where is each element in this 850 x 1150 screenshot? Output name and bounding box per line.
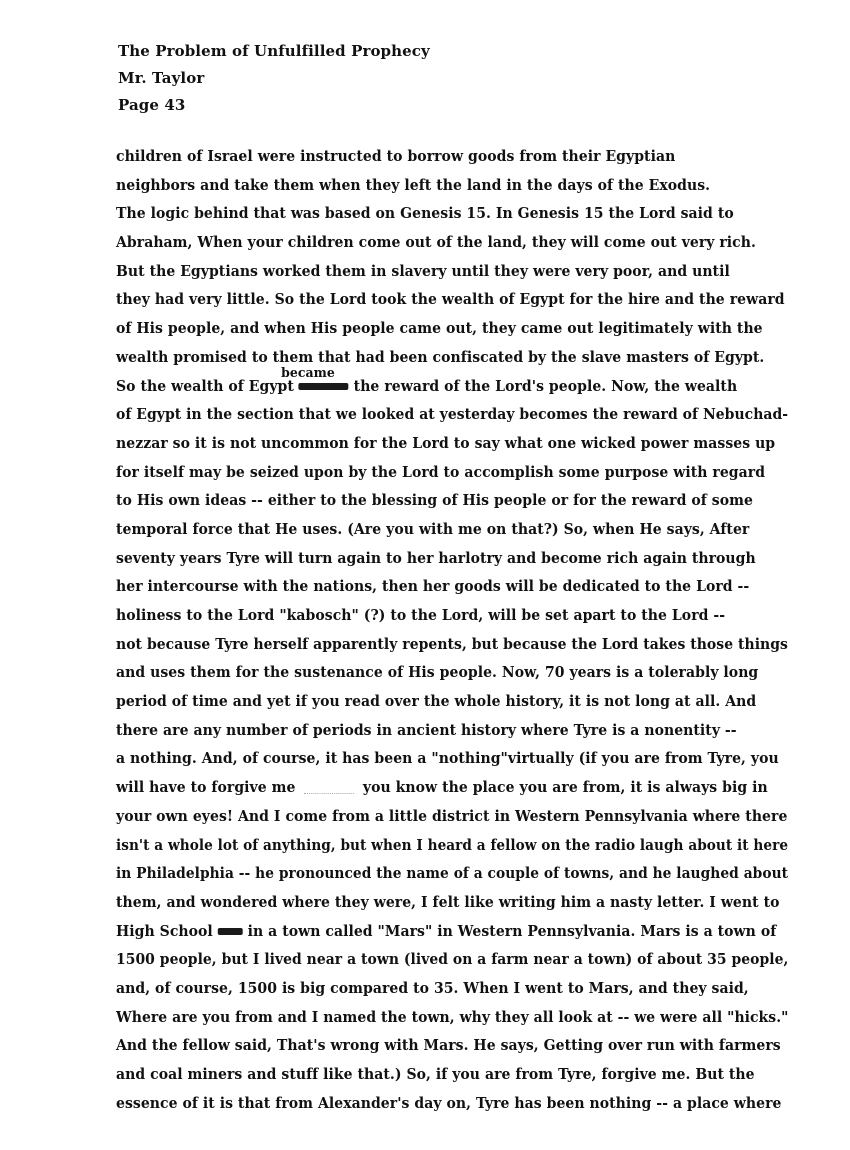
- text-line: children of Israel were instructed to borrow goods from their Egyptian: [116, 148, 676, 165]
- page-header: [118, 38, 430, 119]
- text-line: period of time and yet if you read over the whole history, it is not long at all. And: [116, 693, 757, 711]
- text-line: temporal force that He uses. (Are you with me on that?) So, when He says, After: [116, 520, 750, 538]
- text-line-with-correction: [116, 918, 788, 947]
- text-line: The logic behind that was based on Genesis 15. In Genesis 15 the Lord said to: [116, 205, 734, 223]
- text-line: 1500 people, but I lived near a town (lived on a farm near a town) of about 35 people,: [116, 951, 789, 969]
- text-line: her intercourse with the nations, then her goods will be dedicated to the Lord --: [116, 578, 750, 596]
- text-line: seventy years Tyre will turn again to her harlotry and become rich again through: [116, 549, 756, 567]
- text-line: your own eyes! And I come from a little district in Western Pennsylvania where there: [116, 807, 788, 825]
- document-title: The Problem of Unfulfilled Prophecy: [118, 42, 430, 60]
- text-line: neighbors and take them when they left the land in the days of the Exodus.: [116, 176, 711, 194]
- text-line: And the fellow said, That's wrong with Mars. He says, Getting over run with farmers: [116, 1037, 781, 1055]
- text-line: and uses them for the sustenance of His people. Now, 70 years is a tolerably long: [116, 664, 759, 682]
- redaction-mark: [218, 928, 243, 935]
- text-line: holiness to the Lord "kabosch" (?) to the Lord, will be set apart to the Lord --: [116, 607, 726, 624]
- text-segment: in a town called "Mars" in Western Pennsylvania. Mars is a town of: [247, 922, 777, 940]
- text-line: there are any number of periods in ancient history where Tyre is a nonentity --: [116, 721, 737, 739]
- text-segment: will have to forgive me: [116, 779, 296, 797]
- text-line: and coal miners and stuff like that.) So, if you are from Tyre, forgive me. But the: [116, 1066, 755, 1083]
- text-line: in Philadelphia -- he pronounced the name of a couple of towns, and he laughed about: [116, 865, 789, 883]
- text-line: to His own ideas -- either to the blessing of His people or for the reward of some: [116, 492, 753, 510]
- interlinear-correction: became: [281, 365, 335, 381]
- text-line-with-erasure: [116, 774, 788, 803]
- text-line: them, and wondered where they were, I felt like writing him a nasty letter. I went to: [116, 893, 780, 911]
- text-segment: High School: [116, 922, 213, 940]
- text-line: But the Egyptians worked them in slavery until they were very poor, and until: [116, 262, 730, 280]
- page-number: Page 43: [118, 96, 186, 114]
- text-segment: So the wealth of Egypt: [116, 377, 294, 395]
- text-segment: the reward of the Lord's people. Now, the wealth: [353, 377, 738, 395]
- text-line-with-correction: [116, 365, 788, 402]
- text-line: they had very little. So the Lord took the wealth of Egypt for the hire and the reward: [116, 291, 785, 309]
- text-line: not because Tyre herself apparently repents, but because the Lord takes those things: [116, 635, 788, 653]
- redaction-mark: [299, 383, 349, 390]
- text-line: of Egypt in the section that we looked at yesterday becomes the reward of Nebuchad-: [116, 406, 789, 424]
- text-line: a nothing. And, of course, it has been a "nothing"virtually (if you are from Tyre, you: [116, 750, 779, 768]
- text-line: and, of course, 1500 is big compared to 35. When I went to Mars, and they said,: [116, 979, 749, 997]
- text-line: essence of it is that from Alexander's day on, Tyre has been nothing -- a place where: [116, 1094, 782, 1112]
- text-line: Abraham, When your children come out of the land, they will come out very rich.: [116, 234, 756, 252]
- erased-text-mark: [304, 783, 354, 794]
- text-line: wealth promised to them that had been confiscated by the slave masters of Egypt.: [116, 348, 765, 366]
- text-line: isn't a whole lot of anything, but when I heard a fellow on the radio laugh about it here: [116, 836, 789, 854]
- text-line: nezzar so it is not uncommon for the Lord to say what one wicked power masses up: [116, 434, 776, 452]
- author-name: Mr. Taylor: [118, 69, 205, 87]
- text-segment: you know the place you are from, it is always big in: [362, 779, 768, 797]
- body-text: [116, 143, 816, 1118]
- text-line: of His people, and when His people came out, they came out legitimately with the: [116, 320, 763, 338]
- text-line: for itself may be seized upon by the Lord to accomplish some purpose with regard: [116, 463, 766, 481]
- text-line: Where are you from and I named the town, why they all look at -- we were all "hicks.": [116, 1008, 789, 1026]
